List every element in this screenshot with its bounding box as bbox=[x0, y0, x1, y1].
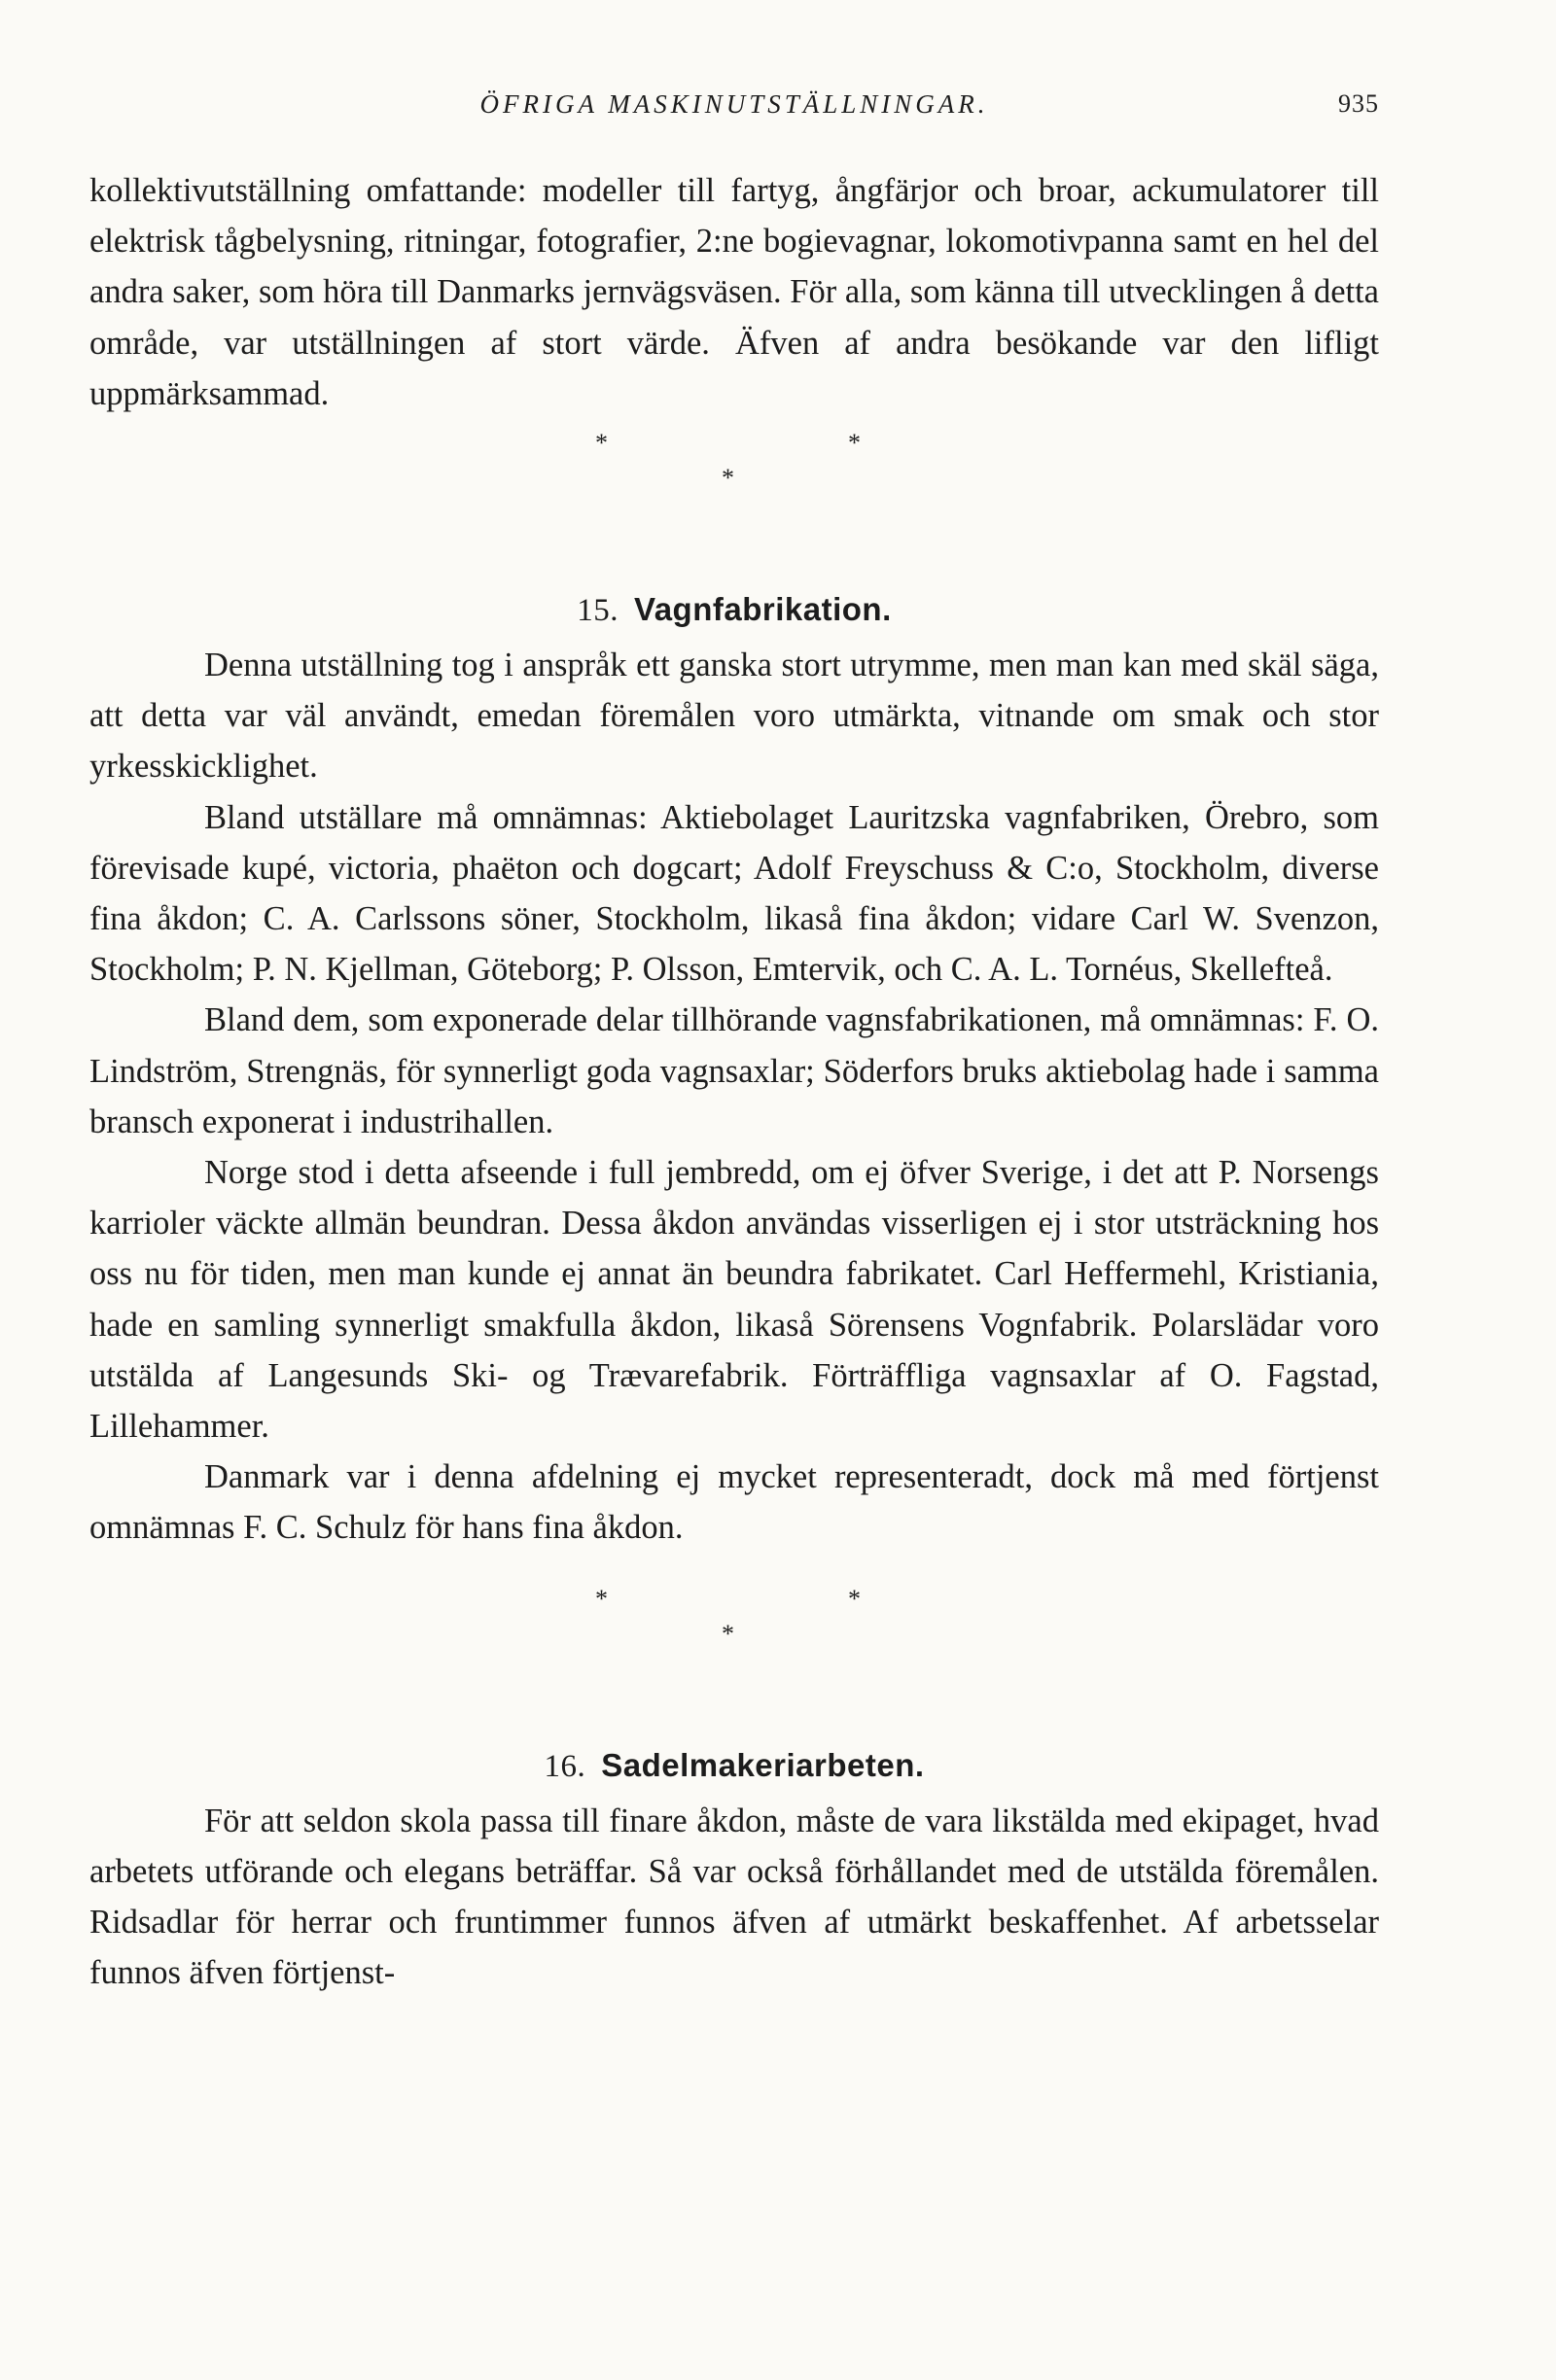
asterisk-left: * bbox=[595, 429, 608, 458]
section-15-paragraph: Bland dem, som exponerade delar tillhörande vagnsfabrikationen, må omnämnas: F. O. Lindström, Strengnäs, för synnerligt goda vagnsaxlar; Söderfors bruks aktiebolag hade i samma bransch exponerat i industrihallen. bbox=[89, 1001, 1379, 1140]
section-15-paragraph: Denna utställning tog i anspråk ett ganska stort utrymme, men man kan med skäl säga, att detta var väl användt, emedan föremålen voro utmärkta, vitnande om smak och stor yrkesskicklighet. bbox=[89, 647, 1379, 786]
section-15-paragraph: Bland utställare må omnämnas: Aktiebolaget Lauritzska vagnfabriken, Örebro, som förevisade kupé, victoria, phaëton och dogcart; Adolf Freyschuss & C:o, Stockholm, diverse fina åkdon; C. A. Carlssons söner, Stockholm, likaså fina åkdon; vidare Carl W. Svenzon, Stockholm; P. N. Kjellman, Göteborg; P. Olsson, Emtervik, och C. A. L. Tornéus, Skellefteå. bbox=[89, 798, 1379, 989]
asterism-divider bbox=[89, 1581, 1379, 1686]
asterisk-left: * bbox=[595, 1584, 608, 1613]
asterism-divider bbox=[89, 425, 1379, 530]
section-heading-15 bbox=[89, 584, 1379, 636]
section-number: 16. bbox=[544, 1748, 586, 1784]
intro-paragraph: kollektivutställning omfattande: modeller till fartyg, ångfärjor och broar, ackumulatorer till elektrisk tågbelysning, ritningar, fotografier, 2:ne bogievagnar, lokomotivpanna samt en hel del andra saker, som höra till Danmarks jernvägsväsen. För alla, som känna till utvecklingen å detta område, var utställningen af stort värde. Äfven af andra besökande var den lifligt uppmärksammad. bbox=[89, 172, 1379, 412]
asterisk-right: * bbox=[848, 1584, 861, 1613]
section-15-paragraph: Danmark var i denna afdelning ej mycket representeradt, dock må med förtjenst omnämnas F. C. Schulz för hans fina åkdon. bbox=[89, 1458, 1379, 1547]
page-number: 935 bbox=[1338, 89, 1379, 118]
page-body bbox=[89, 165, 1379, 1998]
page-header bbox=[89, 89, 1379, 128]
asterisk-center: * bbox=[722, 1619, 734, 1648]
section-title: Vagnfabrikation. bbox=[634, 591, 892, 628]
section-15-paragraph: Norge stod i detta afseende i full jembredd, om ej öfver Sverige, i det att P. Norsengs karrioler väckte allmän beundran. Dessa åkdon användas visserligen ej i stor utsträckning hos oss nu för tiden, men man kunde ej annat än beundra fabrikatet. Carl Heffermehl, Kristiania, hade en samling synnerligt smakfulla åkdon, likaså Sörensens Vognfabrik. Polarslädar voro utstälda af Langesunds Ski- og Trævarefabrik. Förträffliga vagnsaxlar af O. Fagstad, Lillehammer. bbox=[89, 1154, 1379, 1446]
asterisk-center: * bbox=[722, 464, 734, 493]
section-number: 15. bbox=[577, 593, 619, 629]
section-title: Sadelmakeriarbeten. bbox=[601, 1746, 925, 1783]
running-title: ÖFRIGA MASKINUTSTÄLLNINGAR. bbox=[479, 89, 989, 119]
section-heading-16 bbox=[89, 1740, 1379, 1792]
asterisk-right: * bbox=[848, 429, 861, 458]
section-16-paragraph: För att seldon skola passa till finare åkdon, måste de vara likstälda med ekipaget, hvad arbetets utförande och elegans beträffar. Så var också förhållandet med de utstälda föremålen. Ridsadlar för herrar och fruntimmer funnos äfven af utmärkt beskaffenhet. Af arbetsselar funnos äfven förtjenst- bbox=[89, 1802, 1379, 1992]
